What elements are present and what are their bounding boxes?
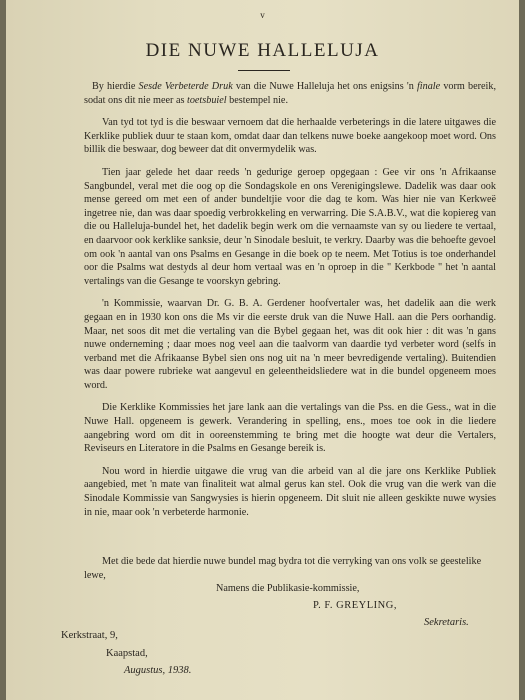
- intro-text-2: van die Nuwe Halleluja het ons enigsins 'n: [232, 81, 417, 92]
- address-street: Kerkstraat, 9,: [61, 630, 118, 641]
- body-text: [84, 80, 496, 528]
- page-number: v: [260, 10, 265, 20]
- paragraph-1: Van tyd tot tyd is die beswaar vernoem dat die herhaalde verbeterings in die latere uitgawes die Kerklike publiek duur te staan kom, omdat daar dan telkens nuwe boeke aangekoop moet word. Ons billik die beswaar, dog beweer dat dit onvermydelik was.: [84, 117, 496, 156]
- document-page: [6, 0, 519, 700]
- address-date: Augustus, 1938.: [124, 665, 192, 676]
- intro-text-1: By hierdie: [92, 81, 139, 92]
- intro-text-4: bestempel nie.: [226, 94, 288, 106]
- paragraph-4: Die Kerklike Kommissies het jare lank aan die vertalings van die Pss. en die Gess., wat in die Nuwe Hall. opgeneem is gewerk. Verandering in spelling, ens., moes toe ook in die liedere aangebring word om dit in ooreenstemming te bring met die hoogte wat deur die Vertalers, Reviseurs en Literatore in die Psalms en Gesange bereik is.: [84, 402, 496, 455]
- intro-italic-1: Sesde Verbeterde Druk: [138, 81, 233, 92]
- title-divider: [238, 70, 290, 71]
- paragraph-3: 'n Kommissie, waarvan Dr. G. B. A. Gerdener hoofvertaler was, het dadelik aan die werk gegaan en in 1930 kon ons die Ms vir die eerste druk van die Nuwe Hall. aan die Pers oorhandig. Maar, net soos dit met die vertaling van die Bybel gegaan het, was dit ook hier : dit was 'n gans nuwe onderneming ; daar moes nog veel aan die taalvorm van daardie tyd verbeter word (selfs in verband met die Afrikaanse Bybel sien ons nog uit na 'n meer bevredigende vertaling). Buitendien was daar powere rubrieke wat aangevul en geleentheidsliedere wat in die bundel opgeneem moes word.: [84, 298, 496, 391]
- signature-role: Sekretaris.: [424, 617, 469, 628]
- intro-italic-2: finale: [416, 81, 441, 92]
- intro-text-3: vorm bereik, sodat ons dit nie meer as: [84, 81, 496, 106]
- closing-paragraph: [84, 555, 496, 583]
- paragraph-2: Tien jaar gelede het daar reeds 'n gedurige geroep opgegaan : Gee vir ons 'n Afrikaanse Sangbundel, veral met die oog op die Sondagskole en ons Verenigingslewe. Dadelik was daar ook mense gereed om met een of ander bundeltjie voor die dag te kom. Was hier nie van Kerkweë ingetree nie, dan was daar spoedig verbrokkeling en verwarring. Die S.A.B.V., wat die kopiereg van die ou Halleluja-bundel het, het dadelik begin werk om die vernaamste van sy ou liedere te vertaal, en daarvoor ook kerklike sanksie, deur 'n Sinodale besluit, te verkry. Daarby was die behoefte gevoel om ook 'n aantal van ons Psalms en Gesange in die boek op te neem. Met Totius is toe onderhandel oor die Psalms wat destyds al deur hom vertaal was en 'n oproep in die " Kerkbode " het 'n aantal vertalings van die Gesange te voorskyn gebring.: [84, 166, 496, 287]
- address-city: Kaapstad,: [106, 648, 148, 659]
- intro-italic-3: toetsbuiel: [186, 94, 227, 106]
- page-title: DIE NUWE HALLELUJA: [145, 40, 380, 61]
- intro-paragraph: [84, 80, 496, 107]
- paragraph-5: Nou word in hierdie uitgawe die vrug van die arbeid van al die jare ons Kerklike Publiek aangebied, met 'n mate van finaliteit wat almal gerus kan stel. Ook die vrug van die werk van die Sinodale Kommissie van Sangwysies is hierin opgeneem. Dit sluit nie alleen geskikte nuwe wysies in nie, maar ook 'n verbeterde harmonie.: [84, 465, 496, 518]
- closing-text: Met die bede dat hierdie nuwe bundel mag bydra tot die verryking van ons volk se geestelike lewe,: [84, 556, 482, 581]
- signature-name: P. F. GREYLING,: [313, 600, 397, 611]
- signature-on-behalf: Namens die Publikasie-kommissie,: [216, 583, 360, 594]
